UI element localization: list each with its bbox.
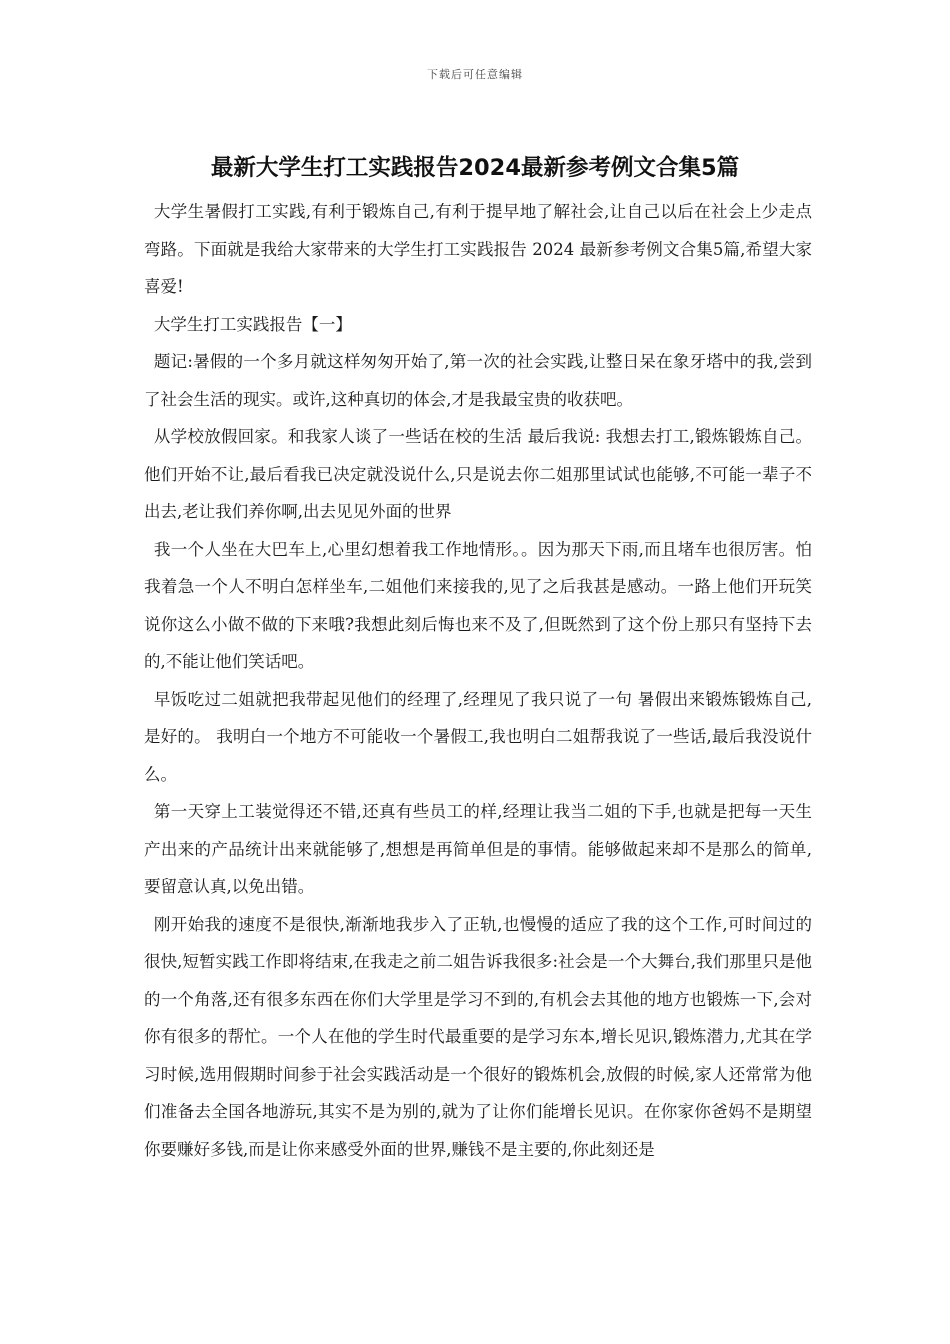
document-body — [144, 193, 812, 1168]
body-paragraph: 我一个人坐在大巴车上,心里幻想着我工作地情形。。因为那天下雨,而且堵车也很厉害。怕我着急一个人不明白怎样坐车,二姐他们来接我的,见了之后我甚是感动。一路上他们开玩笑说你这么小做不做的下来哦?我想此刻后悔也来不及了,但既然到了这个份上那只有坚持下去的,不能让他们笑话吧。 — [144, 539, 812, 671]
section-heading: 大学生打工实践报告【一】 — [153, 314, 352, 334]
body-paragraph: 刚开始我的速度不是很快,渐渐地我步入了正轨,也慢慢的适应了我的这个工作,可时间过的很快,短暂实践工作即将结束,在我走之前二姐告诉我很多:社会是一个大舞台,我们那里只是他的一个角落,还有很多东西在你们大学里是学习不到的,有机会去其他的地方也锻炼一下,会对你有很多的帮忙。一个人在他的学生时代最重要的是学习东本,增长见识,锻炼潜力,尤其在学习时候,选用假期时间参于社会实践活动是一个很好的锻炼机会,放假的时候,家人还常常为他们准备去全国各地游玩,其实不是为别的,就为了让你们能增长见识。在你家你爸妈不是期望你要赚好多钱,而是让你来感受外面的世界,赚钱不是主要的,你此刻还是 — [144, 914, 812, 1159]
body-paragraph: 题记:暑假的一个多月就这样匆匆开始了,第一次的社会实践,让整日呆在象牙塔中的我,尝到了社会生活的现实。或许,这种真切的体会,才是我最宝贵的收获吧。 — [144, 352, 812, 409]
body-paragraph: 第一天穿上工装觉得还不错,还真有些员工的样,经理让我当二姐的下手,也就是把每一天生产出来的产品统计出来就能够了,想想是再简单但是的事情。能够做起来却不是那么的简单,要留意认真,以免出错。 — [144, 802, 812, 896]
header-note: 下载后可任意编辑 — [427, 68, 523, 81]
document-title: 最新大学生打工实践报告2024最新参考例文合集5篇 — [210, 155, 740, 181]
intro-paragraph: 大学生暑假打工实践,有利于锻炼自己,有利于提早地了解社会,让自己以后在社会上少走点弯路。下面就是我给大家带来的大学生打工实践报告 2024 最新参考例文合集5篇,希望大家喜爱! — [144, 202, 812, 296]
body-paragraph: 从学校放假回家。和我家人谈了一些话在校的生活 最后我说: 我想去打工,锻炼锻炼自己。 他们开始不让,最后看我已决定就没说什么,只是说去你二姐那里试试也能够,不可能一辈子不出去,老让我们养你啊,出去见见外面的世界 — [144, 427, 812, 521]
body-paragraph: 早饭吃过二姐就把我带起见他们的经理了,经理见了我只说了一句 暑假出来锻炼锻炼自己,是好的。 我明白一个地方不可能收一个暑假工,我也明白二姐帮我说了一些话,最后我没说什么。 — [144, 689, 812, 784]
